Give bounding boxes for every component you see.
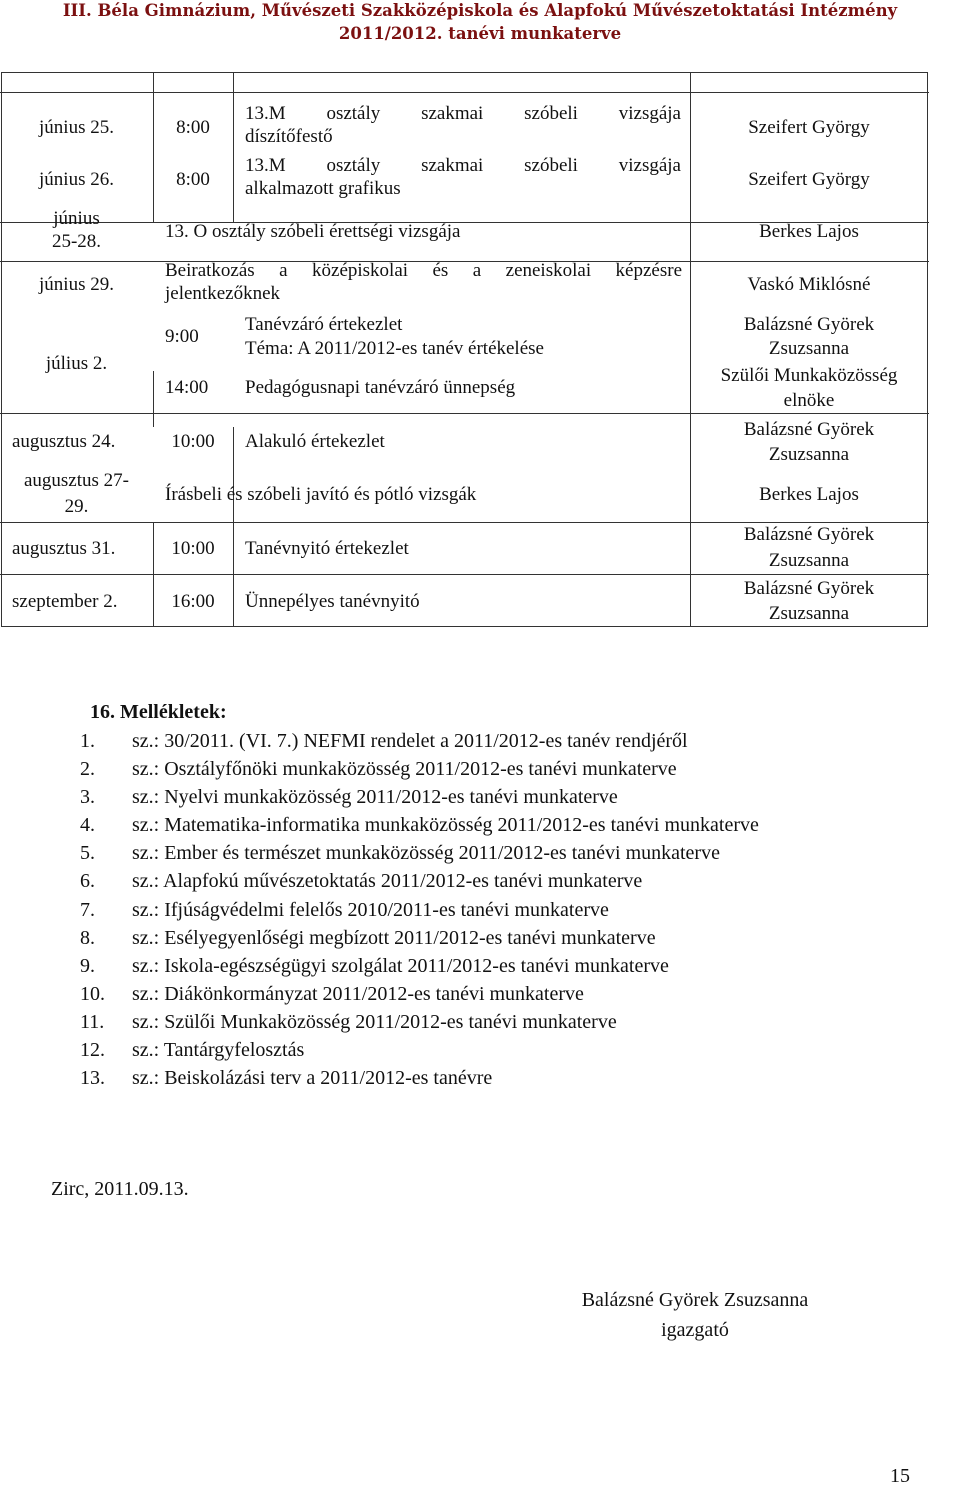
row-date: június 26.: [39, 169, 114, 190]
row-date: június: [53, 208, 100, 229]
running-header-plan: 2011/2012. tanévi munkaterve: [338, 24, 622, 43]
row-event: 13.M osztály szakmai szóbeli vizsgája: [245, 103, 681, 124]
list-item: 4. sz.: Matematika-informatika munkaközösség 2011/2012-es tanévi munkaterve: [80, 814, 759, 837]
row-responsible: Zsuzsanna: [768, 444, 850, 465]
list-item: 3. sz.: Nyelvi munkaközösség 2011/2012-es tanévi munkaterve: [80, 786, 618, 809]
row-event: Írásbeli és szóbeli javító és pótló vizsgák: [165, 484, 477, 505]
row-responsible: Szeifert György: [748, 117, 870, 138]
attachments-heading: 16. Mellékletek:: [90, 701, 227, 723]
row-responsible: Balázsné Györek: [743, 419, 875, 440]
list-item: 8. sz.: Esélyegyenlőségi megbízott 2011/2012-es tanévi munkaterve: [80, 926, 656, 949]
list-item: 10. sz.: Diákönkormányzat 2011/2012-es tanévi munkaterve: [80, 982, 584, 1005]
row-time: 14:00: [165, 377, 209, 398]
row-responsible: Vaskó Miklósné: [747, 274, 871, 295]
row-event: alkalmazott grafikus: [245, 178, 401, 199]
row-event: jelentkezőknek: [165, 283, 281, 304]
place-date: Zirc, 2011.09.13.: [51, 1178, 189, 1200]
row-responsible: Zsuzsanna: [768, 550, 850, 571]
row-event: Tanévzáró értekezlet: [245, 314, 403, 335]
row-time: 8:00: [176, 117, 210, 138]
row-responsible: Szülői Munkaközösség: [720, 365, 898, 386]
row-date: augusztus 27-: [23, 470, 129, 491]
signer-title: igazgató: [661, 1319, 729, 1341]
row-date: 29.: [64, 496, 89, 517]
list-item: 1. sz.: 30/2011. (VI. 7.) NEFMI rendelet a 2011/2012-es tanév rendjéről: [80, 730, 688, 752]
row-date: 25-28.: [51, 231, 102, 252]
row-time: 8:00: [176, 169, 210, 190]
row-responsible: Balázsné Györek: [743, 314, 875, 335]
row-event: díszítőfestő: [245, 126, 333, 147]
rule-event: [233, 72, 234, 222]
row-event: 13.M osztály szakmai szóbeli vizsgája: [245, 155, 681, 176]
row-time: 10:00: [171, 431, 215, 452]
rule-row: [0, 413, 929, 414]
list-item: 13. sz.: Beiskolázási terv a 2011/2012-es tanévre: [80, 1067, 493, 1090]
row-responsible: Zsuzsanna: [768, 603, 850, 624]
list-item: 7. sz.: Ifjúságvédelmi felelős 2010/2011-es tanévi munkaterve: [80, 898, 609, 921]
row-date: június 25.: [39, 117, 114, 138]
row-time: 10:00: [171, 538, 215, 559]
row-responsible: Berkes Lajos: [759, 484, 859, 505]
rule-event: [233, 427, 234, 522]
row-event: Beiratkozás a középiskolai és a zeneiskolai képzésre: [165, 260, 682, 281]
row-event: 13. O osztály szóbeli érettségi vizsgája: [165, 221, 461, 242]
list-item: 11. sz.: Szülői Munkaközösség 2011/2012-es tanévi munkaterve: [80, 1010, 617, 1033]
row-date: augusztus 24.: [12, 431, 116, 452]
rule-time: [153, 371, 154, 427]
row-event: Alakuló értekezlet: [245, 431, 385, 452]
row-time: 16:00: [171, 591, 215, 612]
row-responsible: Balázsné Györek: [743, 578, 875, 599]
rule-row: [0, 574, 929, 575]
row-event: Tanévnyitó értekezlet: [245, 538, 409, 559]
rule-time: [153, 72, 154, 222]
page-number: 15: [890, 1465, 910, 1487]
row-responsible: Zsuzsanna: [768, 338, 850, 359]
row-event: Pedagógusnapi tanévzáró ünnepség: [245, 377, 516, 398]
list-item: 9. sz.: Iskola-egészségügyi szolgálat 2011/2012-es tanévi munkaterve: [80, 954, 669, 977]
row-responsible: Balázsné Györek: [743, 524, 875, 545]
list-item: 6. sz.: Alapfokú művészetoktatás 2011/2012-es tanévi munkaterve: [80, 870, 643, 893]
schedule-table: [0, 72, 929, 628]
list-item: 5. sz.: Ember és természet munkaközösség 2011/2012-es tanévi munkaterve: [80, 842, 720, 865]
rule-row: [0, 92, 929, 93]
attachments-list: [80, 727, 759, 1092]
row-responsible: elnöke: [783, 390, 835, 411]
row-date: augusztus 31.: [12, 538, 116, 559]
list-item: 12. sz.: Tantárgyfelosztás: [80, 1039, 305, 1062]
running-header-school: III. Béla Gimnázium, Művészeti Szakközépiskola és Alapfokú Művészetoktatási Intézmény: [62, 1, 898, 20]
row-date: június 29.: [39, 274, 114, 295]
list-item: 2. sz.: Osztályfőnöki munkaközösség 2011/2012-es tanévi munkaterve: [80, 758, 677, 781]
row-responsible: Szeifert György: [748, 169, 870, 190]
row-responsible: Berkes Lajos: [759, 221, 859, 242]
row-date: július 2.: [45, 353, 108, 374]
row-event: Ünnepélyes tanévnyitó: [245, 591, 420, 612]
signer-name: Balázsné Györek Zsuzsanna: [581, 1289, 809, 1311]
row-date: szeptember 2.: [12, 591, 118, 612]
row-time: 9:00: [165, 326, 199, 347]
row-event: Téma: A 2011/2012-es tanév értékelése: [245, 338, 544, 359]
